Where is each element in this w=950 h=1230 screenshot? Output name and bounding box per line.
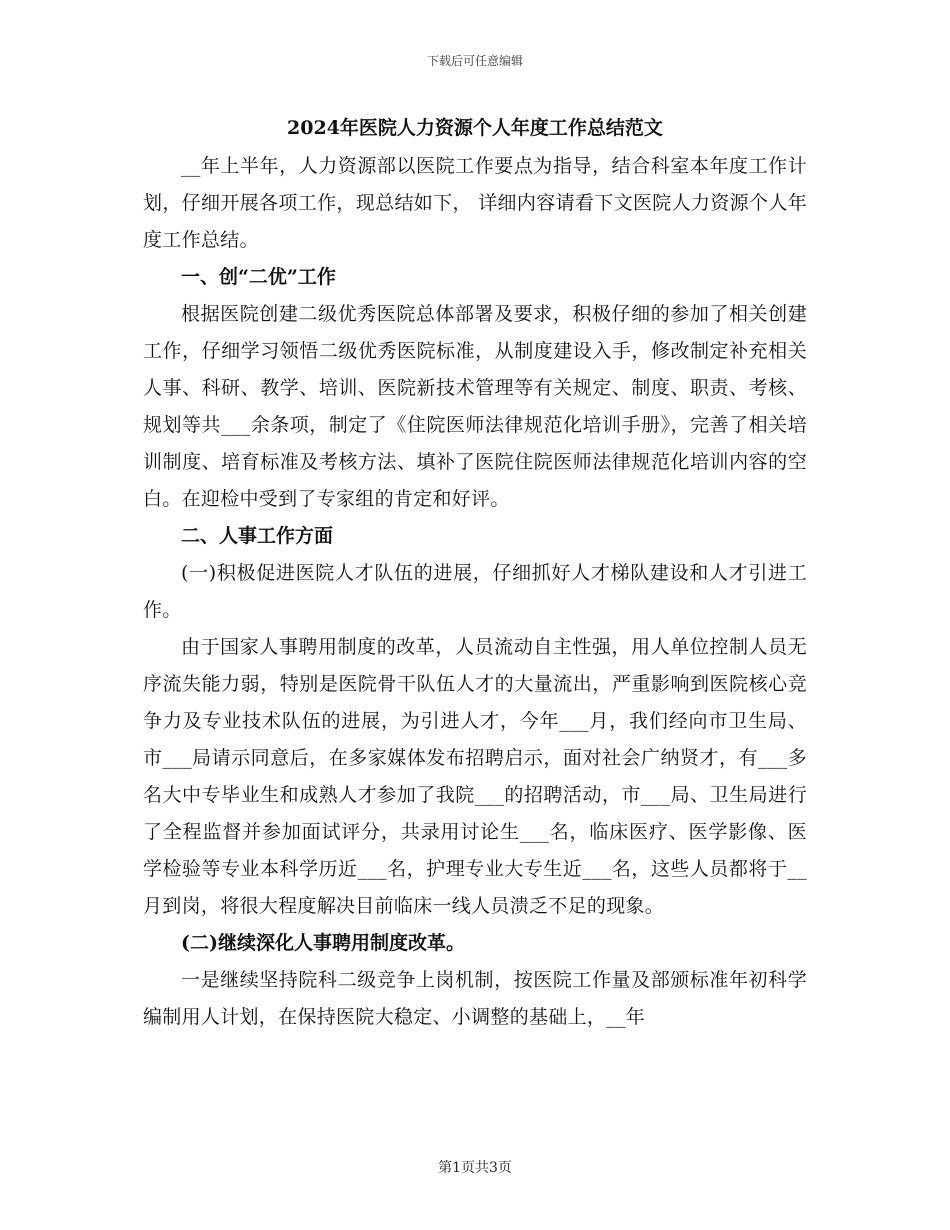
subsection-1-heading: (一)积极促进医院人才队伍的进展，仔细抓好人才梯队建设和人才引进工作。 xyxy=(143,562,807,621)
section-1-paragraph: 根据医院创建二级优秀医院总体部署及要求，积极仔细的参加了相关创建工作，仔细学习领悟二级优秀医院标准，从制度建设入手，修改制定补充相关人事、科研、教学、培训、医院新技术管理等有关规定、制度、职责、考核、规划等共___余条项，制定了《住院医师法律规范化培训手册》，完善了相关培训制度、培育标准及考核方法、填补了医院住院医师法律规范化培训内容的空白。在迎检中受到了专家组的肯定和好评。 xyxy=(143,303,807,510)
document-body xyxy=(143,112,807,1036)
page-number: 第1页共3页 xyxy=(438,1160,512,1176)
section-1-heading: 一、创“二优”工作 xyxy=(181,266,336,288)
subsection-2-paragraph: 一是继续坚持院科二级竞争上岗机制，按医院工作量及部颁标准年初科学编制用人计划，在保持医院大稳定、小调整的基础上，__年 xyxy=(143,969,807,1028)
subsection-1-paragraph: 由于国家人事聘用制度的改革，人员流动自主性强，用人单位控制人员无序流失能力弱，特别是医院骨干队伍人才的大量流出，严重影响到医院核心竞争力及专业技术队伍的进展，为引进人才，今年___月，我们经向市卫生局、市___局请示同意后，在多家媒体发布招聘启示，面对社会广纳贤才，有___多名大中专毕业生和成熟人才参加了我院___的招聘活动，市___局、卫生局进行了全程监督并参加面试评分，共录用讨论生___名，临床医疗、医学影像、医学检验等专业本科学历近___名，护理专业大专生近___名，这些人员都将于__月到岗，将很大程度解决目前临床一线人员溃乏不足的现象。 xyxy=(143,636,807,917)
subsection-2-heading: (二)继续深化人事聘用制度改革。 xyxy=(181,932,465,954)
document-title: 2024年医院人力资源个人年度工作总结范文 xyxy=(287,117,663,139)
page-header-note: 下载后可任意编辑 xyxy=(426,54,523,68)
intro-paragraph: __年上半年，人力资源部以医院工作要点为指导，结合科室本年度工作计划，仔细开展各项工作，现总结如下， 详细内容请看下文医院人力资源个人年度工作总结。 xyxy=(143,155,807,251)
section-2-heading: 二、人事工作方面 xyxy=(181,525,334,547)
